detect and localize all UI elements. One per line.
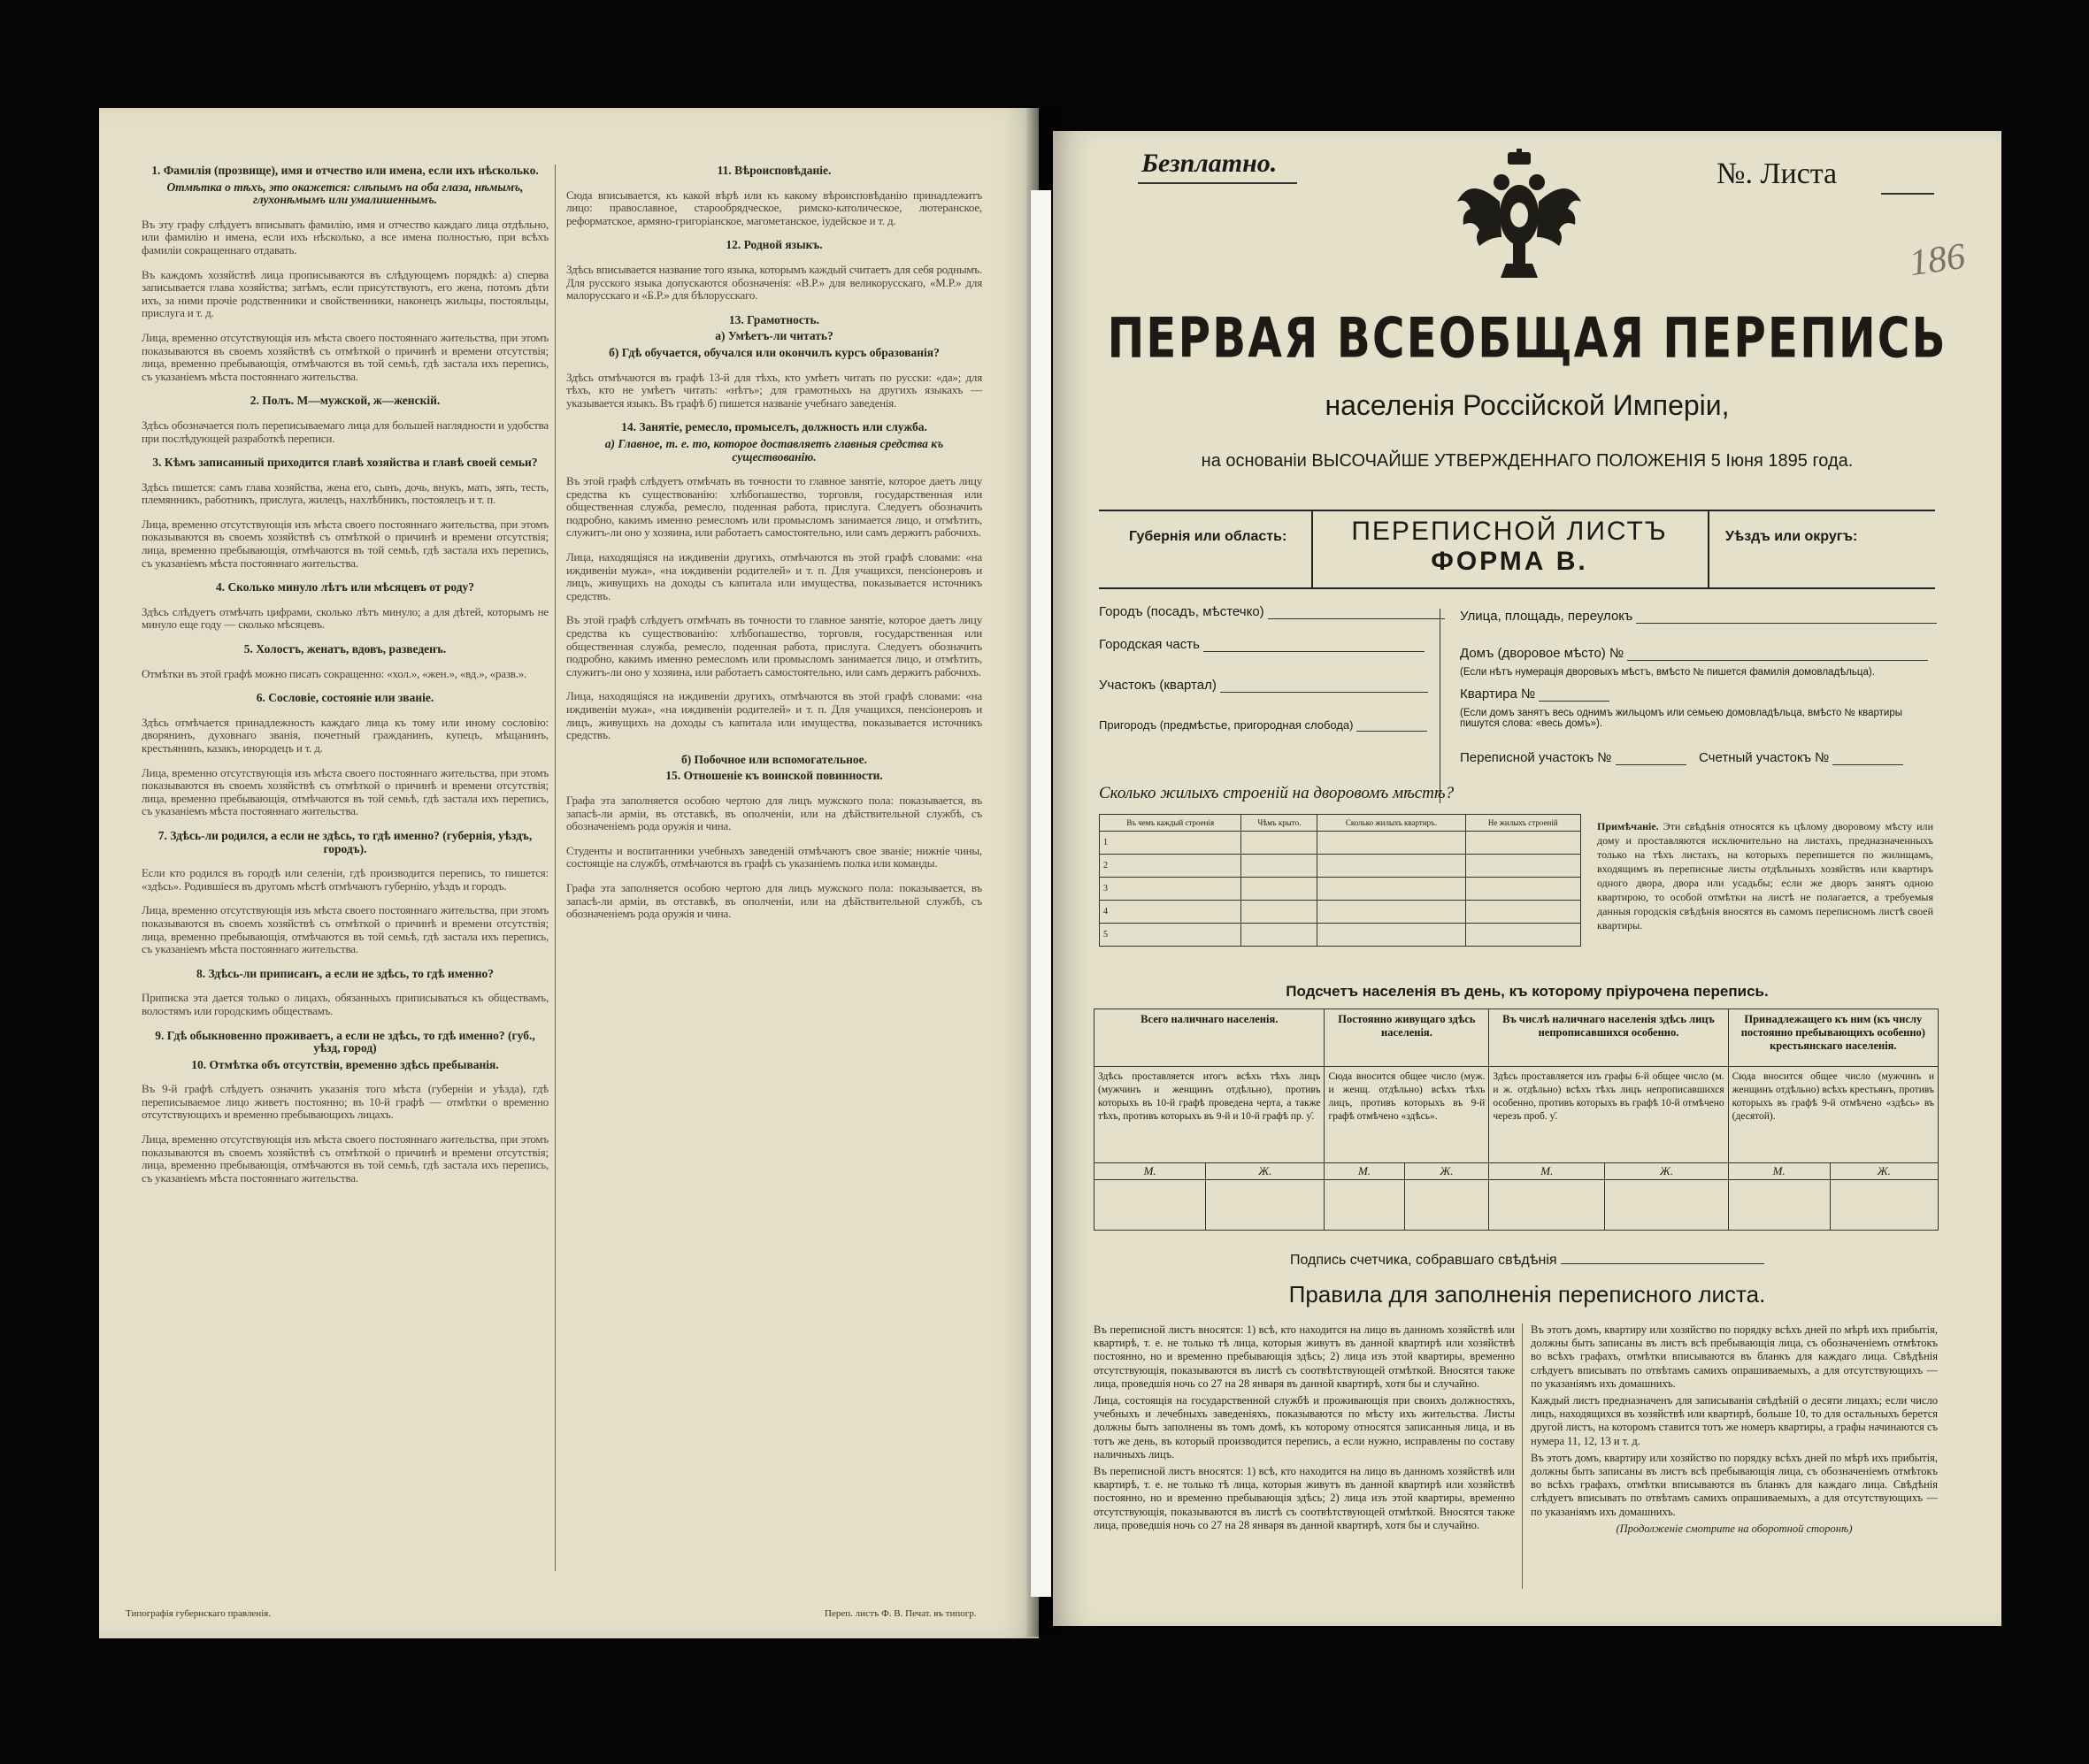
male-label: М. <box>1325 1163 1404 1180</box>
section-heading: 1. Фамилія (прозвище), имя и отчество или имена, если ихъ нѣсколько. <box>151 164 539 177</box>
paragraph: Каждый листъ предназначенъ для записыванія свѣдѣній о десяти лицахъ; если число лицъ, находящихся въ хозяйствѣ или квартирѣ, больше 10, то для остальныхъ берется другой листъ, на которомъ ставится тотъ же номеръ квартиры, а графы начинаются съ нумера 11, 12, 13 и т. д. <box>1531 1394 1938 1447</box>
gorod-field[interactable]: Городъ (посадъ, мѣстечко) <box>1099 604 1445 619</box>
section-heading: 9. Гдѣ обыкновенно проживаетъ, а если не здѣсь, то гдѣ именно? (губ., уѣзд, город) <box>155 1028 535 1055</box>
legal-basis: на основаніи ВЫСОЧАЙШЕ УТВЕРЖДЕННАГО ПОЛОЖЕНІЯ 5 Іюня 1895 года. <box>1201 451 1854 471</box>
section-heading: 10. Отмѣтка объ отсутствіи, временно здѣсь пребыванія. <box>191 1057 499 1071</box>
rules-title: Правила для заполненія переписного листа. <box>1288 1281 1766 1308</box>
gubernia-cell[interactable] <box>1099 511 1313 587</box>
table-header: Не жилыхъ строеній <box>1465 815 1581 832</box>
female-label: Ж. <box>1605 1163 1728 1180</box>
uchastok-field[interactable]: Участокъ (квартал) <box>1099 678 1428 693</box>
paragraph: Въ переписной листъ вносятся: 1) всѣ, кто находится на лицо въ данномъ хозяйствѣ или квартирѣ, т. е. не только тѣ лица, которыя живутъ въ данной квартирѣ или хозяйствѣ постоянно, но и временно пребывающія здѣсь; 2) лица изъ этой квартиры, временно отсутствующія, показываются въ листѣ съ соотвѣтствующей отмѣткой. Вносятся также лица, проведшія ночь со 27 на 28 января въ данной квартирѣ, хотя бы и случайно. <box>1094 1465 1515 1531</box>
paragraph: Лица, временно отсутствующія изъ мѣста своего постояннаго жительства, при этомъ показываются въ своемъ хозяйствѣ съ отмѣткой о причинѣ и времени отсутствія; лица, временно пребывающія, отмѣчаются въ той семьѣ, гдѣ застала ихъ перепись, съ указаніемъ мѣста постояннаго жительства. <box>142 517 549 570</box>
count-input[interactable] <box>1206 1180 1325 1231</box>
section-heading: 14. Занятіе, ремесло, промыселъ, должность или служба. <box>621 420 927 434</box>
table-header: Всего наличнаго населенія. <box>1094 1009 1325 1067</box>
count-input[interactable] <box>1830 1180 1938 1231</box>
count-input[interactable] <box>1605 1180 1728 1231</box>
buildings-table <box>1099 814 1581 947</box>
kvartira-field[interactable]: Квартира № <box>1460 686 1609 702</box>
double-headed-eagle-icon <box>1453 149 1586 281</box>
schetny-uchastok-field[interactable]: Счетный участокъ № <box>1699 750 1903 765</box>
paragraph: Лица, временно отсутствующія изъ мѣста своего постояннаго жительства, при этомъ показываются въ своемъ хозяйствѣ съ отмѣткой о причинѣ и времени отсутствія; лица, временно пребывающія, отмѣчаются въ той семьѣ, гдѣ застала ихъ перепись, съ указаніемъ мѣста постояннаго жительства. <box>142 903 549 956</box>
signature-line[interactable]: Подпись счетчика, собравшаго свѣдѣнія <box>1053 1253 2001 1269</box>
page-subtitle: населенія Россійской Имперіи, <box>1325 389 1730 421</box>
form-title-cell <box>1311 511 1709 587</box>
paragraph: Лица, временно отсутствующія изъ мѣста своего постояннаго жительства, при этомъ показываются въ своемъ хозяйствѣ съ отмѣткой о причинѣ и времени отсутствія; лица, временно пребывающія, отмѣчаются въ той семьѣ, гдѣ застала ихъ перепись, съ указаніемъ мѣста постояннаго жительства. <box>142 330 549 383</box>
table-row[interactable]: 3 <box>1100 878 1581 901</box>
paragraph: Графа эта заполняется особою чертою для лицъ мужского пола: показывается, въ запасѣ-ли армiи, въ отставкѣ, въ ополченіи, или на дѣйствительной службѣ, съ обозначеніемъ рода оружія и чина. <box>566 793 982 833</box>
female-label: Ж. <box>1206 1163 1325 1180</box>
paragraph: Въ этой графѣ слѣдуетъ отмѣчать въ точности то главное занятіе, которое даетъ лицу средства къ существованію: хлѣбопашество, торговля, государственная или общественная служба, ремесло, поденная работа, прислуга. Следуетъ обозначить подробно, какимъ именно ремесломъ или промысломъ занимается лицо, и отмѣтить, служитъ-ли оно у хозяина, или работаетъ самостоятельно, или самъ держитъ рабочихъ. <box>566 613 982 679</box>
buildings-question: Сколько жилыхъ строеній на дворовомъ мѣстѣ? <box>1099 784 1455 802</box>
paragraph: Въ этотъ домъ, квартиру или хозяйство по порядку всѣхъ дней по мѣрѣ ихъ прибытія, должны быть записаны въ листъ всѣ пребывающія лица, съ обозначеніемъ отмѣтокъ во всѣхъ графахъ, отмѣтки вписываются въ бланкъ для каждаго лица. Свѣдѣнія слѣдуетъ вписывать по отвѣтамъ самихъ опрашиваемыхъ, а для отсутствующихъ — по указаніямъ ихъ домашнихъ. <box>1531 1451 1938 1518</box>
section-subheading: б) Побочное или вспомогательное. <box>680 752 868 766</box>
section-heading: 6. Сословіе, состояніе или званіе. <box>256 691 434 705</box>
section-subheading: б) Гдѣ обучается, обучался или окончилъ курсъ образованія? <box>609 345 940 359</box>
paragraph: Лица, временно отсутствующія изъ мѣста своего постояннаго жительства, при этомъ показываются въ своемъ хозяйствѣ съ отмѣткой о причинѣ и времени отсутствія; лица, временно пребывающія, отмѣчаются въ той семьѣ, гдѣ застала ихъ перепись, съ указаніемъ мѣста постояннаго жительства. <box>142 1132 549 1185</box>
paragraph: Студенты и воспитанники учебныхъ заведеній отмѣчаютъ свое званіе; нижніе чины, состоящіе на службѣ, отмѣчаются въ графѣ съ указаніемъ полка или команды. <box>566 843 982 870</box>
perepisnoy-uchastok-field[interactable]: Переписной участокъ № <box>1460 750 1686 765</box>
section-subheading: а) Умѣетъ-ли читать? <box>715 329 833 343</box>
left-footer: Типографія губернскаго правленія. <box>126 1608 272 1619</box>
table-cell: Здѣсь проставляется итогъ всѣхъ тѣхъ лицъ (мужчинъ и женщинъ отдѣльно), противъ которыхъ въ 10-й графѣ проведена черта, а также тѣхъ, противъ которыхъ въ 9-й и 10-й графѣ пр. ƴ. <box>1094 1067 1325 1163</box>
paragraph: Въ 9-й графѣ слѣдуетъ означить указанія того мѣста (губерніи и уѣзда), гдѣ переписываемое лицо живетъ постоянно; въ 10-й графѣ — отмѣтки о временно отсутствующихъ и временно пребывающихъ лицахъ. <box>142 1082 549 1122</box>
paragraph: Здѣсь отмѣчается принадлежность каждаго лица къ тому или иному сословію: дворянинъ, духовнаго званія, почетный гражданинъ, купецъ, мѣщанинъ, крестьянинъ, казакъ, инородецъ и т. д. <box>142 715 549 755</box>
count-input[interactable] <box>1325 1180 1404 1231</box>
paragraph: Графа эта заполняется особою чертою для лицъ мужского пола: показывается, въ запасѣ-ли армiи, въ отставкѣ, въ ополченіи, или на дѣйствительной службѣ, съ обозначеніемъ рода оружія и чина. <box>566 880 982 921</box>
gorodskaya-chast-field[interactable]: Городская часть <box>1099 637 1425 652</box>
paragraph: Въ этотъ домъ, квартиру или хозяйство по порядку всѣхъ дней по мѣрѣ ихъ прибытія, должны быть записаны въ листъ всѣ пребывающія лица, съ обозначеніемъ отмѣтокъ во всѣхъ графахъ, отмѣтки вписываются въ бланкъ для каждаго лица. Свѣдѣнія слѣдуетъ вписывать по отвѣтамъ самихъ опрашиваемыхъ, а для отсутствующихъ — по указаніямъ ихъ домашнихъ. <box>1531 1323 1938 1390</box>
paper-strip <box>1031 190 1051 1597</box>
count-input[interactable] <box>1094 1180 1206 1231</box>
paragraph: Въ этой графѣ слѣдуетъ отмѣчать въ точности то главное занятіе, которое даетъ лицу средства къ существованію: хлѣбопашество, торговля, государственная или общественная служба, ремесло, поденная работа, прислуга. Следуетъ обозначить подробно, какимъ именно ремесломъ или промысломъ занимается лицо, и отмѣтить, служитъ-ли оно у хозяина, или работаетъ самостоятельно, или самъ держитъ рабочихъ. <box>566 474 982 540</box>
paragraph: Лица, временно отсутствующія изъ мѣста своего постояннаго жительства, при этомъ показываются въ своемъ хозяйствѣ съ отмѣткой о причинѣ и времени отсутствія; лица, временно пребывающія, отмѣчаются въ той семьѣ, гдѣ застала ихъ перепись, съ указаніемъ мѣста постояннаго жительства. <box>142 765 549 818</box>
section-heading: 12. Родной языкъ. <box>726 238 823 252</box>
female-label: Ж. <box>1830 1163 1938 1180</box>
section-heading: 8. Здѣсь-ли приписанъ, а если не здѣсь, то гдѣ именно? <box>196 966 494 980</box>
paragraph: Приписка эта дается только о лицахъ, обязанныхъ приписываться къ обществамъ, волостямъ или городскимъ обществамъ. <box>142 991 549 1017</box>
count-heading: Подсчетъ населенія въ день, къ которому пріурочена перепись. <box>1286 983 1769 1000</box>
paragraph: Здѣсь пишется: самъ глава хозяйства, жена его, сынъ, дочь, внукъ, мать, зять, тесть, племянникъ, работникъ, прислуга, жилецъ, нахлѣбникъ, постоялецъ и т. п. <box>142 479 549 507</box>
paragraph: Лица, состоящія на государственной службѣ и проживающія при своихъ должностяхъ, учебныхъ и лечебныхъ заведеніяхъ, показываются по мѣсту ихъ жительства. Листы должны быть заполнены въ томъ домѣ, къ которому относятся записанныя лица, и въ тотъ же день, въ который производится перепись, а если нужно, исправлены по составу наличныхъ лицъ. <box>1094 1394 1515 1461</box>
section-note: Отмѣтка о тѣхъ, это окажется: слѣпымъ на оба глаза, нѣмымъ, глухонѣмымъ или умалишеннымъ. <box>166 180 524 207</box>
right-page <box>1053 131 2001 1626</box>
section-heading: 15. Отношеніе къ воинской повинности. <box>665 769 883 783</box>
section-heading: 13. Грамотность. <box>728 312 820 326</box>
dom-note: (Если нѣтъ нумерація дворовыхъ мѣстъ, вмѣсто № пишется фамилія домовладѣльца). <box>1460 667 1875 678</box>
free-label: Безплатно. <box>1141 149 1278 178</box>
ulica-field[interactable]: Улица, площадь, переулокъ <box>1460 609 1937 624</box>
paragraph: Здѣсь вписывается название того языка, которымъ каждый считаетъ для себя роднымъ. Для русского языка допускаются обозначенія: «В.Р.» для великорусскаго, «М.Р.» для малорусскаго и «Б.Р.» для бѣлорусскаго. <box>566 262 982 303</box>
form-header <box>1099 510 1935 589</box>
right-column <box>566 161 982 932</box>
rules-divider <box>1522 1323 1523 1589</box>
left-page <box>99 108 1039 1638</box>
table-cell: Здѣсь проставляется изъ графы 6-й общее число (м. и ж. отдѣльно) всѣхъ тѣхъ лицъ непрописавшихся особенно, противъ которыхъ въ графѣ 10-й отмѣчено черезъ проб. ƴ. <box>1489 1067 1728 1163</box>
male-label: М. <box>1728 1163 1830 1180</box>
free-underline <box>1138 182 1297 184</box>
table-row[interactable]: 5 <box>1100 924 1581 947</box>
male-label: М. <box>1489 1163 1605 1180</box>
male-label: М. <box>1094 1163 1206 1180</box>
female-label: Ж. <box>1404 1163 1489 1180</box>
rules-right-column <box>1531 1323 1938 1536</box>
population-count-table <box>1094 1009 1939 1231</box>
sheet-number-label: №. Листа <box>1717 157 1838 190</box>
section-heading: 3. Кѣмъ записанный приходится главѣ хозяйства и главѣ своей семьи? <box>152 456 538 470</box>
count-input[interactable] <box>1489 1180 1605 1231</box>
paragraph: Въ каждомъ хозяйствѣ лица прописываются въ слѣдующемъ порядкѣ: а) сперва записывается глава хозяйства; затѣмъ, если присутствуютъ, его жена, потомъ дѣти ихъ, за ними прочіе родственники и свойственники, наконецъ жильцы, постояльцы, прислуга и т. д. <box>142 267 549 320</box>
section-heading: 2. Полъ. М—мужской, ж—женскій. <box>250 394 441 408</box>
handwritten-number: 186 <box>1907 235 1968 285</box>
prigorod-field[interactable]: Пригородъ (предмѣстье, пригородная слобода) <box>1099 718 1427 732</box>
table-row[interactable]: 2 <box>1100 855 1581 878</box>
table-header: Сколько жилыхъ квартиръ. <box>1317 815 1465 832</box>
section-heading: 7. Здѣсь-ли родился, а если не здѣсь, то гдѣ именно? (губернія, уѣздъ, городъ). <box>157 828 533 855</box>
section-subheading: а) Главное, т. е. то, которое доставляетъ главныя средства къ существованію. <box>604 436 944 464</box>
sheet-number-field[interactable] <box>1881 193 1934 195</box>
form-subtitle: ФОРМА В. <box>1431 547 1588 576</box>
table-cell: Сюда вносится общее число (муж. и женщ. отдѣльно) всѣхъ тѣхъ лицъ, противъ которыхъ въ 9-й графѣ отмѣчено «здѣсь». <box>1325 1067 1489 1163</box>
table-cell: Сюда вносится общее число (мужчинъ и женщинъ отдѣльно) всѣхъ крестьянъ, противъ которыхъ въ графѣ 9-й отмѣчено «здѣсь» въ (десятой). <box>1728 1067 1938 1163</box>
section-heading: 5. Холостъ, женатъ, вдовъ, разведенъ. <box>243 642 447 656</box>
gubernia-label: Губернія или область: <box>1129 529 1287 544</box>
section-heading: 11. Вѣроисповѣданіе. <box>717 164 832 177</box>
paragraph: Лица, находящіяся на иждивеніи другихъ, отмѣчаются въ этой графѣ словами: «на иждивеніи мужа», «на иждивеніи родителей» и т. п. Для учащихся, пенсіонеровъ и лицъ, живущихъ на доходы съ капитала или имущества, показывается источникъ средствъ. <box>566 689 982 742</box>
count-input[interactable] <box>1404 1180 1489 1231</box>
kvartira-note: (Если домъ занятъ весь однимъ жильцомъ или семьею домовладѣльца, вмѣсто № квартиры пишутся слова: «весь домъ»). <box>1460 708 1902 729</box>
table-row[interactable]: 1 <box>1100 832 1581 855</box>
paragraph: Отмѣтки въ этой графѣ можно писать сокращенно: «хол.», «жен.», «вд.», «разв.». <box>142 666 527 680</box>
table-header: Постоянно живущаго здѣсь населенія. <box>1325 1009 1489 1067</box>
paragraph: Сюда вписывается, къ какой вѣрѣ или къ какому вѣроисповѣданію принадлежитъ лицо: православное, старообрядческое, римско-католическое, лютеранское, реформатское, армяно-григоріанское, магометанское, іудейское и т. д. <box>566 188 982 227</box>
uezd-label: Уѣздъ или округъ: <box>1725 529 1858 544</box>
count-input[interactable] <box>1728 1180 1830 1231</box>
table-header: Въ числѣ наличнаго населенія здѣсь лицъ непрописавшихся особенно. <box>1489 1009 1728 1067</box>
dom-field[interactable]: Домъ (дворовое мѣсто) № <box>1460 646 1928 661</box>
uezd-cell[interactable] <box>1708 511 1935 587</box>
note-text: Эти свѣдѣнія относятся къ цѣлому дворовому мѣсту или дому и проставляются исключительно на листахъ, предназначенныхъ только на тѣхъ листахъ, на которыхъ перепишется по жилищамъ, входящимъ въ переписные листы отдѣльныхъ хозяйствъ или квартиръ одного двора, двора или усадьбы; если же дворъ занятъ одною квартирою, то особой отмѣтки на листѣ не полагается, а требуемыя данныя городскія свѣдѣнія вносятся въ самомъ переписномъ листѣ своей квартиры. <box>1597 820 1934 932</box>
column-divider <box>555 165 556 1571</box>
note-block <box>1597 819 1933 932</box>
table-row[interactable]: 4 <box>1100 901 1581 924</box>
section-heading: 4. Сколько минуло лѣтъ или мѣсяцевъ от роду? <box>215 580 475 594</box>
paragraph: Лица, находящіяся на иждивеніи другихъ, отмѣчаются въ этой графѣ словами: «на иждивеніи мужа», «на иждивеніи родителей» и т. п. Для учащихся, пенсіонеровъ и лицъ, живущихъ на доходы съ капитала или имущества, показывается источникъ средствъ. <box>566 550 982 602</box>
paragraph: Въ переписной листъ вносятся: 1) всѣ, кто находится на лицо въ данномъ хозяйствѣ или квартирѣ, т. е. не только тѣ лица, которыя живутъ въ данной квартирѣ или хозяйствѣ постоянно, но и временно пребывающія здѣсь; 2) лица изъ этой квартиры, временно отсутствующія, показываются въ листѣ съ соотвѣтствующей отмѣткой. Вносятся также лица, проведшія ночь со 27 на 28 января въ данной квартирѣ, хотя бы и случайно. <box>1094 1323 1515 1390</box>
paragraph: Если кто родился въ городѣ или селеніи, гдѣ производится перепись, то пишется: «здѣсь». Родившіеся въ другомъ мѣстѣ отмѣчаютъ губернію, уѣздъ и городъ. <box>142 866 549 893</box>
page-title: ПЕРВАЯ ВСЕОБЩАЯ ПЕРЕПИСЬ <box>1107 305 1947 371</box>
paragraph: Въ эту графу слѣдуетъ вписывать фамилію, имя и отчество каждаго лица отдѣльно, или фамилію и имена, если ихъ нѣсколько, а все имена полностью, при всѣхъ фамиліи сокращеннаго отдавать. <box>142 217 549 257</box>
table-header: Принадлежащего къ ним (къ числу постоянно пребывающихъ особенно) крестьянскаго населенія. <box>1728 1009 1938 1067</box>
paragraph: Здѣсь слѣдуетъ отмѣчать цифрами, сколько лѣтъ минуло; а для дѣтей, которымъ не минуло еще году — сколько мѣсяцевъ. <box>142 604 549 632</box>
right-footer: Переп. листъ Ф. В. Печат. въ типогр. <box>825 1608 977 1619</box>
paragraph: Здѣсь отмѣчаются въ графѣ 13-й для тѣхъ, кто умѣетъ читать по русски: «да»; для тѣхъ, кто не умѣетъ читать: «нѣтъ»; для грамотныхъ на другихъ языкахъ — указывается языкъ. Въ графѣ б) пишется названіе учебнаго заведенія. <box>566 370 982 410</box>
table-header: Чѣмъ крыто. <box>1241 815 1317 832</box>
table-header: Въ чемъ каждый строенія <box>1100 815 1241 832</box>
rules-left-column <box>1094 1323 1515 1532</box>
rules-footer: (Продолженіе смотрите на оборотной сторонѣ) <box>1616 1522 1853 1535</box>
paragraph: Здѣсь обозначается полъ переписываемаго лица для большей наглядности и удобства при послѣдующей разработкѣ переписи. <box>142 418 549 445</box>
form-title: ПЕРЕПИСНОЙ ЛИСТЪ <box>1351 517 1668 546</box>
left-column <box>142 161 549 1196</box>
note-title: Примѣчаніе. <box>1597 820 1659 832</box>
